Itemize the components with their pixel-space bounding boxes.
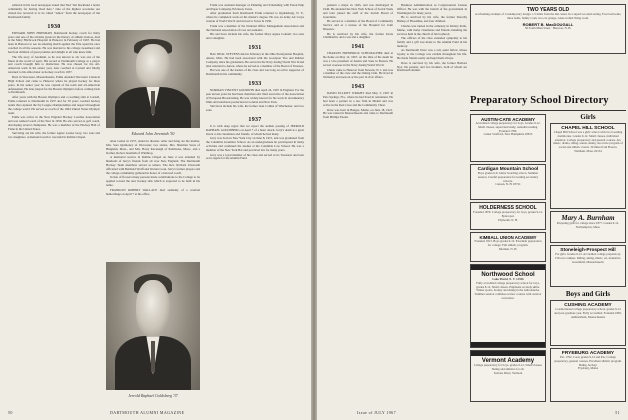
ad-address: Center Strafford, New Hampshire 03815	[483, 132, 533, 137]
ad-address: Saxtons River, Vermont	[493, 370, 523, 375]
ad-body: Est. 1792. Coed, grades 9-12 and P.G. College preparatory, general courses. Excellent athletic program. Skiing, hockey.	[554, 355, 622, 367]
ad-body: A refreshing example of Contemporary design. 1.5 miles from the Inn center. In a superb wooded setting. Four bedrooms, three baths, family room, two-car garage, Glass-walled living room.	[474, 12, 622, 20]
class-heading: 1941	[351, 44, 365, 51]
school-name: CUSHING ACADEMY	[564, 303, 612, 308]
school-name: KIMBALL UNION ACADEMY	[479, 235, 537, 240]
right-page	[317, 0, 628, 420]
ad-body: College preparatory for boys, grades 9-12. Small classes. Skiing and athletics for all.	[473, 363, 543, 371]
left-column-2: ation Center in 1957, ended in disaster. After surviving are his mother, Mrs. Sara Quintoney of Worcester; two sisters, Mrs. Sherman Sears of Hingham, Mass., and Mrs. Harry Kavanagh of Pembroke, Mass.; and a brother, Robert Jeremiah of Winthrop. A memorial service in Rollins Chapel on June 4 was attended by hundreds of Jerry's friends from all over New England. The Dartmouth Hockey Team members served as ushers. The Rev. Richard Unsworth officiated with Berthold Wolff and Warren Cook. Jerry's former players and the college community gathered in honor of a beloved coach. In lieu of flowers many persons made contributions to the College to be applied toward the new hockey rink which is expected to be built in his name. FRANKLIN ROBERT WALLACE died suddenly of a cerebral hemorrhage on April 7 at his office.	[106, 140, 200, 196]
ad-address: Meriden, N. H.	[498, 246, 518, 251]
ad-address: Ashburnham, Massachusetts	[570, 314, 606, 319]
left-column-1: editorial in his local newspaper stated that Ned "left Rockland a better community for having lived here." One of the highest accolades our citizen has received is to be called "Amos" from the newspaper of the Dartmouth family. 1930 EDWARD JOHN JEREMIAH, Dartmouth hockey coach for thirty years and one of the all-time greats in the history of athletic honors, died at the Mary Hitchcock Hospital in Hanover in February of 1967. He had been in Hanover to see an amazing match against the Yale squad he once coached in all the seasons. He was married to his college sweetheart and had four children of great promise and delight to all who knew him. The life story of Jeremiah, as he was known to all, was one of the finest in the world of sport. His record at Dartmouth College as a player and coach brought him to distinction. He was chosen for the All-American team in his senior year, later coached at Cornell and finally returned to his alma mater as hockey coach in 1937. Born in Worcester, Massachusetts, Eddie attended Worcester Classical High School and came to Hanover where he played hockey for three years. In his senior year he was captain of the team and all-American defenseman. He later played for the Boston Olympics before coming back to Dartmouth. After years with the Boston Olympics and a coaching stint at Cornell, Eddie returned to Dartmouth in 1937 and for 30 years coached hockey teams that captured the Ivy League championships and respect throughout the college world. He served as coach of the 1964 United States Olympic team. Eddie was active in the New England Hockey Coaches Association and was named Coach of the Year in 1959. He also served as golf coach, developing several champions. He was a member of the Hockey Hall of Fame in the United States. Surviving are his wife, the former Agnes Louise Gray, two sons and two daughters. A memorial service was held in Rollins Chapel.	[8, 4, 100, 140]
ad-body: Accredited college preparatory for boys. Grades 9-12. Small classes, supervised study, remedial reading. Founded 1780.	[475, 121, 541, 133]
school-name: TWO YEARS OLD	[526, 7, 570, 13]
ad-address: Northampton, Mass.	[575, 224, 601, 229]
class-heading: 1943	[351, 84, 365, 91]
ad-body: Founded 1813. Boys grades 9-12. Excellent preparation for college. Full athletic program.	[474, 239, 542, 247]
photo-caption: Edward John Jeremiah '30	[131, 131, 175, 136]
page-number: 51	[615, 410, 620, 415]
school-name: Stoneleigh-Prospect Hill	[560, 248, 616, 253]
right-column-1: pansion a major in 1945, and was discharged in 1946. He attended the New York School of Social Work and later joined the staff of the Jewish Board of Guardians. He served as a member of the Board of Community Service and as a trustee of the Hospital for Joint Diseases. He is survived by his wife, the former Doris Chamberlin, and a son and a daughter. 1941 CHARLES FREDERICK SCHUMACHER died at his home on May 12, 1967. At the time of his death he was a vice president of Austin and Sons in Boston. He served overseas in the Navy during World War II. Chuck came to Hanover from Newark, N. J. and was a member of the crew and the Outing Club. He lived in Wellesley and took an active part in civic affairs. 1943 DAVID ELLIOTT WRIGHT died May 3, 1967 in Palo Springs, Fla., where he had lived in retirement. He had been a partner in a law firm in Miami and was active in the Red Cross and the Community Chest. Dave was born in Bangor, Maine, on June 18, 1921. He was raised in Massachusetts and came to Dartmouth from Phillips Exeter.	[323, 4, 393, 120]
ad-body: Chapel Hill School was a girls' school with two boarding dormitories. Grades 9-12. Small classes, individual attention. College preparatory and general courses. Art, music, drama, riding, tennis, skiing. An active program of social and athletic events. 30 miles from Boston.	[553, 130, 623, 150]
ad-body: For girls. Grades 9-12. Accredited college preparatory. 150-acre campus. Riding, skiing, music, art, dramatics.	[554, 252, 622, 260]
left-column-3: Frank was assistant manager of Planning and Scheduling with Eaton Pulp and Paper Company, Erickson, Texas. After graduation from Dartmouth Frank returned to Ogdensburg, N. Y., where he completed work on his master's degree. He was an Army Air Corps veteran of World War II and moved to Texas in 1956. Frank was a member of the National Office Management Association and the National Association of Cost Accountants. His survivors include his wife, the former Mary Agnes Connell, two sons and a daughter. 1931 HAL NEAL STEVENS died in February in the Ohio Presbyterian Hospital, Akron, Ohio. He had been associated with the Goodyear Tire and Rubber Company since his graduation. He served in the Navy during World War II and later returned to Akron, where he served as a member of the Board of Trustees. Hal was one of the leaders of his class and was long an active supporter of Dartmouth in his community. 1933 NORMAN VINCENT GOODWIN died April 24, 1967 in England. For the past eleven years he had been chairman and chief executive of the Association of European Broadcasting. He was widely known for his work in documentary films and television production in London and New York. Survivors include his wife, the former Jean Collins of Winchester, and two sons. 1937 It is with deep regret that we report the sudden passing of JERROLD RAPHAEL GOLDSBERG on April 7 of a heart attack. Jerry's death is a great shock to his classmates and friends, of whom he had many. Jerry was born in New York City on June 8, 1915, and was graduated from the Columbia Grammar School. As an undergraduate he participated in many activities and continued his studies at the Columbia Law School. He was a member of the New York Bar and practiced law for many years. Jerry was a loyal member of his class and served as its Treasurer and later as its Agent for the Alumni Fund.	[206, 4, 304, 161]
ad-kimball	[470, 232, 546, 262]
class-heading: 1930	[47, 23, 61, 30]
ad-cushing	[550, 300, 626, 346]
ad-chapel-hill	[550, 123, 626, 209]
title-rule	[470, 110, 626, 111]
school-name: Mary A. Burnham	[561, 214, 615, 222]
ad-two-years-old	[470, 4, 626, 54]
directory-title: Preparatory School Directory	[470, 95, 609, 106]
class-heading: 1933	[248, 80, 262, 87]
school-name: AUSTIN-CATE ACADEMY	[481, 117, 535, 122]
ad-body: Boys grades 6-9. Junior boarding school. Summer session. Careful preparation for leading secondary schools.	[477, 171, 539, 183]
ad-stoneleigh	[550, 245, 626, 287]
section-heading-girls: Girls	[580, 113, 596, 121]
ad-holderness	[470, 202, 546, 230]
ad-austin-cate	[470, 114, 546, 162]
ad-body: Founded 1879. College preparatory for boys, grades 9-12. Episcopal.	[473, 210, 543, 218]
ad-body: Preparing girls for college since 1877. Grades 9-12.	[556, 221, 620, 225]
portrait-photo-jeremiah	[106, 30, 200, 128]
school-name: HOLDERNESS SCHOOL	[479, 205, 537, 211]
ad-vermont-academy	[470, 350, 546, 402]
ad-address: 36 South Main Street · Hanover, N. H.	[524, 25, 572, 30]
ad-mary-burnham	[550, 211, 626, 243]
ad-fryeburg	[550, 348, 626, 402]
ad-body: Coeducational college preparatory school, grades 9-12 and post-graduate year. Fully accredited. Founded 1865.	[554, 307, 622, 315]
section-heading-boys-and-girls: Boys and Girls	[565, 290, 611, 298]
ad-address: Fryeburg, Maine	[577, 366, 599, 371]
footer-title: DARTMOUTH ALUMNI MAGAZINE	[110, 410, 185, 415]
footer-title: Issue of JULY 1967	[357, 410, 396, 415]
school-name: Northwood School	[481, 272, 535, 278]
ad-address: Canaan, N. H. 03741	[495, 182, 521, 187]
ad-address: Lake Placid, N. Y. 12946	[492, 277, 524, 281]
class-heading: 1937	[248, 117, 262, 123]
realtor-name: ROBERT B. MacDOUGALL	[522, 21, 574, 27]
right-column-2: Business Administration as Congressional Liaison Officer. He was with the branch of the government in Washington for many years. He is survived by his wife, the former Dorothy Bishop of Brookline, and four children. Charles was buried in the cemetery in Kittery Point, Maine, with many classmates and friends attending the services held in the church of his boyhood. The officers of the class extended sympathy to his family and a gift was made to the Alumni Fund in his memory. As Dartmouth Dave was a tall, quiet fellow whose loyalty to the College was evident throughout his life. He made friends easily and kept them always. Dave is survived by his wife, the former Barbara Nye; his parents; and two brothers, both of whom are Dartmouth alumni.	[397, 4, 467, 73]
ad-address: Waltham, Mass. 02154	[574, 148, 602, 153]
ad-address: Greenfield, Massachusetts	[572, 259, 604, 264]
left-page	[0, 0, 311, 420]
ad-address: Plymouth, N. H.	[498, 217, 518, 222]
photo-caption: Jerrold Raphael Goldsberg '37	[128, 393, 178, 398]
ad-northwood	[470, 264, 546, 348]
school-name: Vermont Academy	[481, 358, 535, 364]
school-name: CHAPEL HILL SCHOOL	[561, 126, 615, 131]
class-heading: 1931	[248, 44, 262, 51]
portrait-photo-goldsberg	[106, 262, 200, 390]
ad-body: Fully accredited college preparatory school for boys, grades 8-12. Small classes. Emphasis on study skills. Winter sports, hockey and skiing in the Adirondacks. Summer session combines review courses with outdoor recreation.	[474, 280, 542, 300]
page-number: 50	[8, 410, 13, 415]
ad-cardigan	[470, 164, 546, 200]
school-name: Cardigan Mountain School	[477, 167, 539, 172]
school-name: FRYEBURG ACADEMY	[561, 351, 615, 356]
